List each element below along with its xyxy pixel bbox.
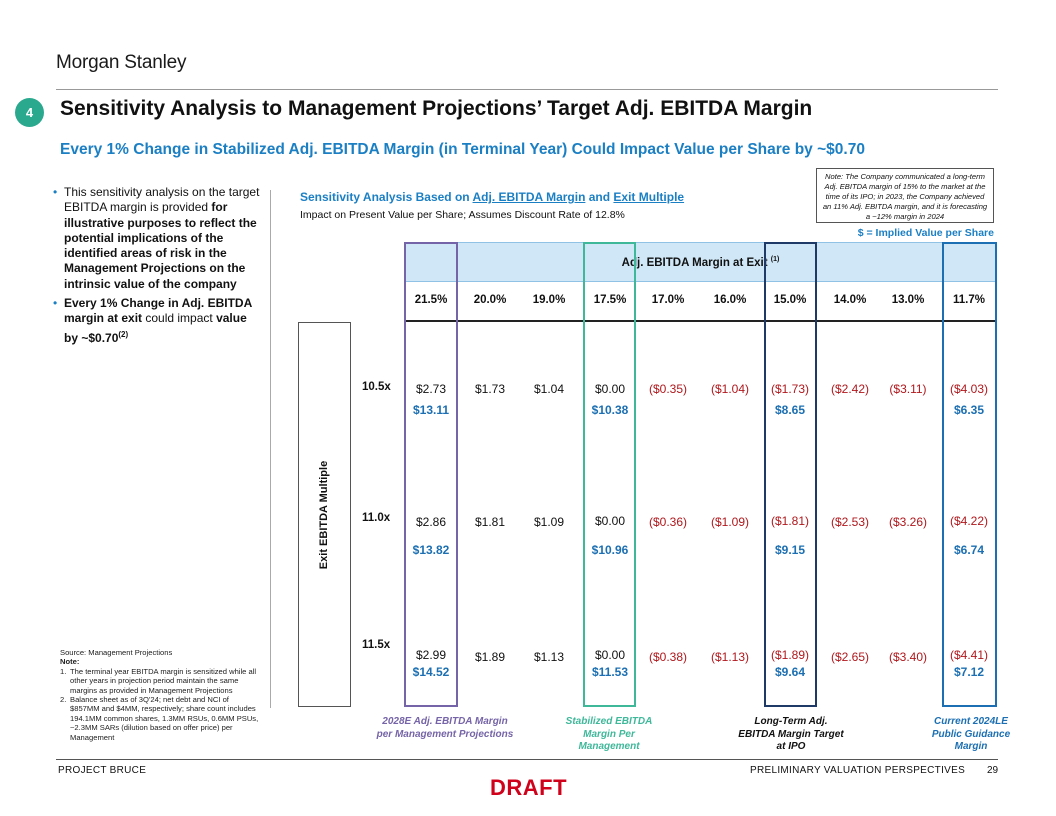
column-divider — [270, 190, 271, 708]
draft-stamp: DRAFT — [490, 775, 568, 800]
row-label: 10.5x — [362, 381, 391, 393]
delta-cell: $2.86 — [415, 515, 447, 529]
implied-value: $8.65 — [774, 403, 806, 417]
implied-value-legend: $ = Implied Value per Share — [857, 227, 994, 239]
bullet-list — [52, 185, 260, 350]
delta-cell: ($4.22) — [949, 514, 989, 528]
source-notes — [60, 648, 260, 748]
delta-cell: $2.73 — [415, 382, 447, 396]
note-box: Note: The Company communicated a long-term Adj. EBITDA margin of 15% to the market at the time of its IPO; in 2023, the Company achieved an 11% Adj. EBITDA margin, and it is forecasting a ~12% margin in 2024 — [816, 168, 994, 223]
delta-cell: $1.09 — [533, 515, 565, 529]
label-2028e-margin: 2028E Adj. EBITDA Margin per Management Projections — [376, 716, 514, 740]
delta-cell: ($1.13) — [710, 650, 750, 664]
bullet-2: • Every 1% Change in Adj. EBITDA margin at exit could impact value by ~$0.70$^{(2)}$ — [52, 296, 260, 346]
margin-col-header: 16.0% — [713, 294, 747, 306]
exit-multiple-label: Exit EBITDA Multiple — [318, 460, 330, 570]
highlight-stabilized-column — [583, 242, 636, 707]
title-rule — [56, 89, 998, 90]
delta-cell: ($0.35) — [648, 382, 688, 396]
delta-cell: ($1.73) — [770, 382, 810, 396]
sensitivity-heading: Sensitivity Analysis Based on Adj. EBITDA Margin and Exit Multiple — [300, 190, 685, 204]
delta-cell: ($3.40) — [888, 650, 928, 664]
link-exit-multiple[interactable]: Exit Multiple — [613, 190, 685, 204]
page-number: 29 — [987, 765, 999, 776]
delta-cell: ($2.42) — [830, 382, 870, 396]
implied-value: $10.96 — [591, 543, 629, 557]
implied-value: $6.74 — [953, 543, 985, 557]
highlight-guidance-column — [942, 242, 997, 707]
delta-cell: $0.00 — [594, 382, 626, 396]
delta-cell: $0.00 — [594, 514, 626, 528]
delta-cell: $1.04 — [533, 382, 565, 396]
row-label: 11.5x — [362, 639, 391, 651]
note-2: 2. Balance sheet as of 3Q'24; net debt and NCI of $857MM and $4MM, respectively; share count includes 194.1MM common shares, 1.3MM RSUs, 0.6MM PSUs, ~2.3MM SARs (dilution based on offer price) per Management — [60, 695, 259, 742]
delta-cell: $1.13 — [533, 650, 565, 664]
implied-value: $7.12 — [953, 665, 985, 679]
implied-value: $13.82 — [412, 543, 450, 557]
delta-cell: ($0.38) — [648, 650, 688, 664]
delta-cell: ($2.53) — [830, 515, 870, 529]
delta-cell: ($1.81) — [770, 514, 810, 528]
delta-cell: ($1.04) — [710, 382, 750, 396]
notes-heading: Note: — [60, 657, 80, 667]
implied-value: $10.38 — [591, 403, 629, 417]
implied-value: $9.64 — [774, 665, 806, 679]
source-line: Source: Management Projections — [60, 648, 173, 657]
table-header-label: Adj. EBITDA Margin at Exit $^{(1)}$ — [621, 256, 780, 269]
delta-cell: $1.89 — [474, 650, 506, 664]
delta-cell: ($4.41) — [949, 648, 989, 662]
page-title: Sensitivity Analysis to Management Projections’ Target Adj. EBITDA Margin — [60, 97, 813, 120]
delta-cell: $0.00 — [594, 648, 626, 662]
deck-title: PRELIMINARY VALUATION PERSPECTIVES — [750, 765, 966, 776]
implied-value: $13.11 — [412, 403, 450, 417]
margin-col-header: 20.0% — [473, 294, 507, 306]
implied-value: $14.52 — [412, 665, 450, 679]
section-badge: 4 — [15, 98, 44, 127]
delta-cell: $2.99 — [415, 648, 447, 662]
highlight-ipo-target-column — [764, 242, 817, 707]
delta-cell: ($3.26) — [888, 515, 928, 529]
implied-value: $6.35 — [953, 403, 985, 417]
margin-col-header: 11.7% — [953, 294, 985, 306]
label-ipo-target: Long-Term Adj. EBITDA Margin Target at IPO — [738, 716, 844, 752]
margin-col-header: 14.0% — [833, 294, 867, 306]
delta-cell: ($2.65) — [830, 650, 870, 664]
delta-cell: ($3.11) — [889, 382, 927, 396]
delta-cell: ($4.03) — [949, 382, 989, 396]
margin-col-header: 21.5% — [414, 294, 448, 306]
implied-value: $11.53 — [591, 665, 629, 679]
note-1: 1. The terminal year EBITDA margin is sensitized while all other years in projection period maintain the same margins as provided in Management Projections — [60, 666, 257, 695]
row-label: 11.0x — [362, 512, 391, 524]
delta-cell: ($1.09) — [710, 515, 750, 529]
margin-col-header: 15.0% — [773, 294, 807, 306]
page-subtitle: Every 1% Change in Stabilized Adj. EBITDA Margin (in Terminal Year) Could Impact Value per Share by ~$0.70 — [60, 141, 865, 158]
margin-col-header: 19.0% — [532, 294, 566, 306]
margin-col-header: 13.0% — [891, 294, 925, 306]
brand-logo: Morgan Stanley — [56, 52, 187, 73]
delta-cell: $1.81 — [474, 515, 506, 529]
label-stabilized-margin: Stabilized EBITDA Margin Per Management — [565, 716, 653, 752]
delta-cell: ($1.89) — [770, 648, 810, 662]
margin-col-header: 17.0% — [651, 294, 685, 306]
sensitivity-subheading: Impact on Present Value per Share; Assumes Discount Rate of 12.8% — [300, 209, 625, 221]
implied-value: $9.15 — [774, 543, 806, 557]
footer-rule — [56, 759, 998, 760]
project-name: PROJECT BRUCE — [58, 765, 147, 776]
highlight-2028e-column — [404, 242, 458, 707]
label-public-guidance: Current 2024LE Public Guidance Margin — [931, 716, 1011, 752]
header-rule — [404, 320, 997, 322]
bullet-1: • This sensitivity analysis on the target EBITDA margin is provided for illustrative purposes to reflect the potential implications of the identified areas of risk in the Management Projections on the intrinsic value of the company — [52, 185, 260, 292]
delta-cell: $1.73 — [474, 382, 506, 396]
delta-cell: ($0.36) — [648, 515, 688, 529]
link-adj-ebitda-margin[interactable]: Adj. EBITDA Margin — [472, 190, 586, 204]
margin-col-header: 17.5% — [593, 294, 627, 306]
